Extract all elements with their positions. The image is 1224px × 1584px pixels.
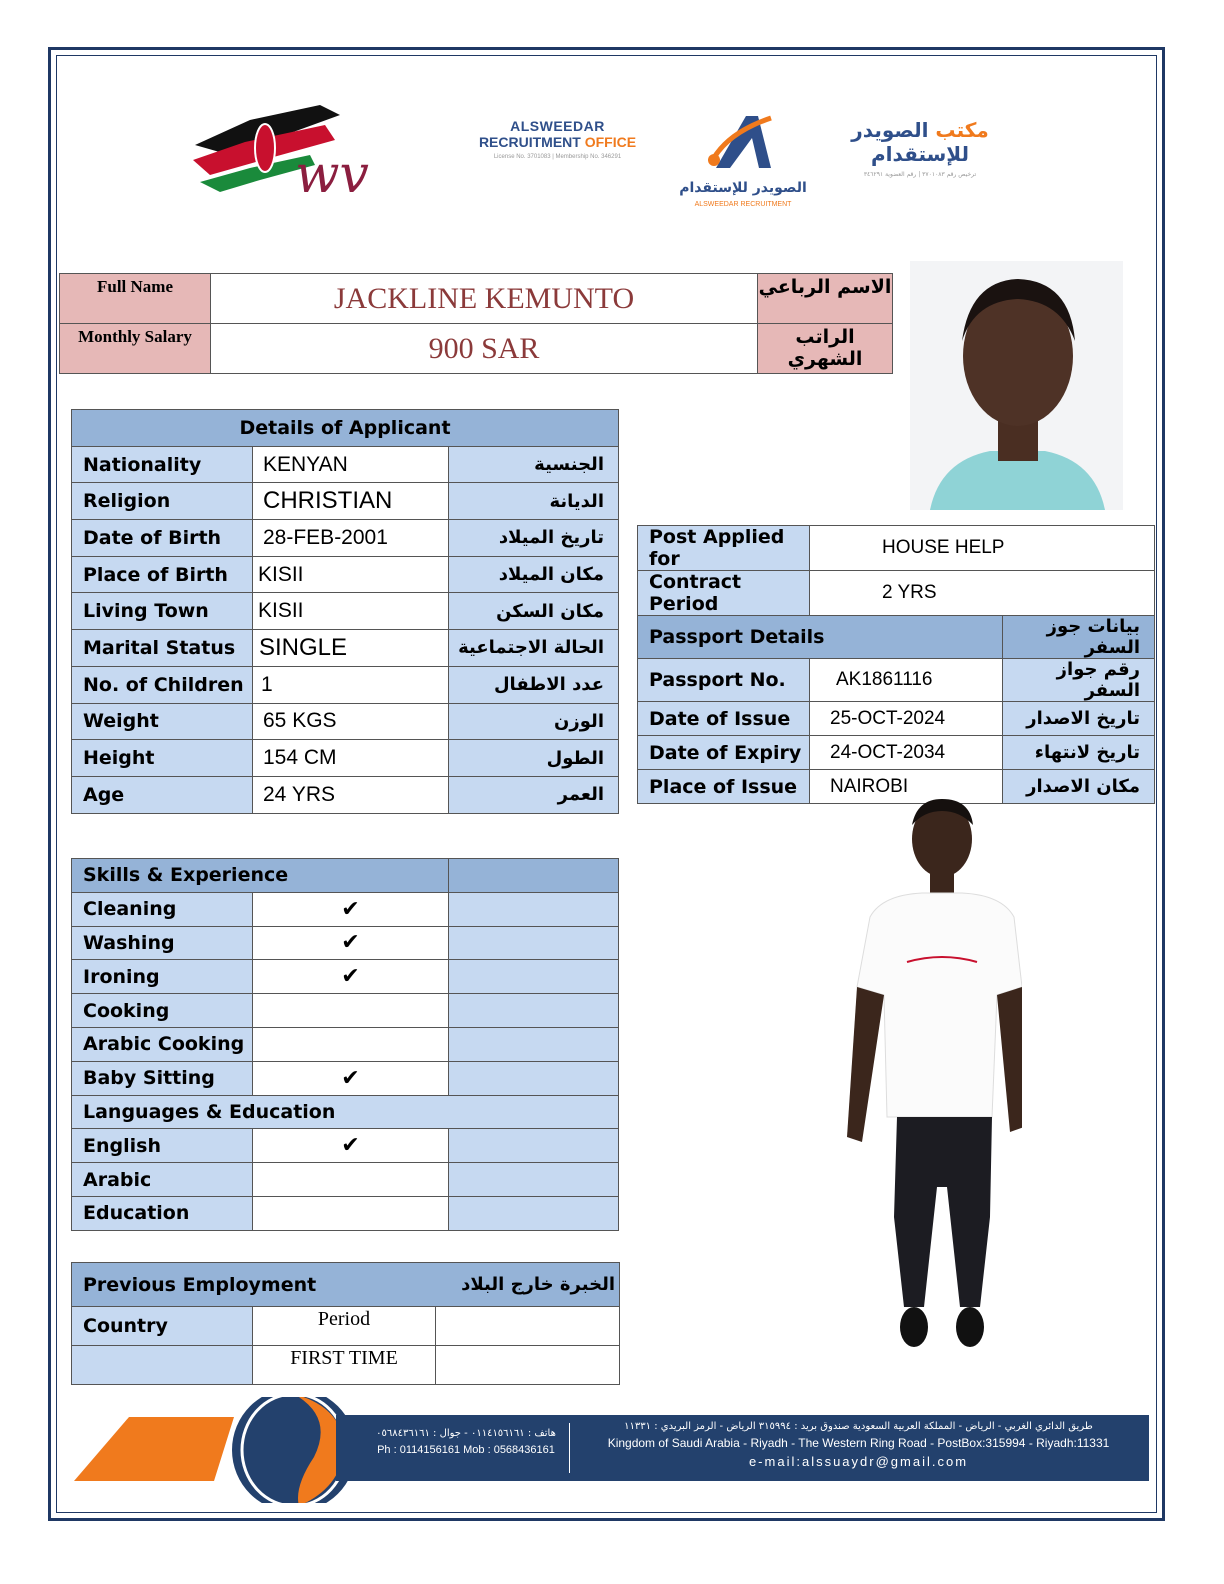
detail-label: Place of Birth [72, 556, 253, 593]
detail-value: KISII [253, 593, 449, 630]
footer-bar [336, 1415, 1149, 1481]
table-row [72, 666, 619, 703]
skill-blank-cell [449, 994, 619, 1028]
detail-arabic-label: الحالة الاجتماعية [449, 630, 619, 667]
previous-blank-cell [436, 1346, 620, 1385]
post-label: Post Applied for [638, 526, 810, 571]
footer-email[interactable]: e-mail:alssuaydr@gmail.com [748, 1454, 969, 1469]
table-row [72, 960, 619, 994]
period-value: FIRST TIME [253, 1346, 436, 1385]
table-row [72, 1061, 619, 1095]
salary-arabic-label: الراتب الشهري [758, 324, 893, 374]
full-name-value: JACKLINE KEMUNTO [211, 274, 758, 324]
check-icon: ✔ [253, 960, 449, 994]
table-row [72, 892, 619, 926]
footer-phone-block [376, 1428, 556, 1456]
passport-section-label: Passport Details [638, 616, 1003, 659]
check-icon: ✔ [253, 1061, 449, 1095]
skill-blank-cell [449, 960, 619, 994]
full-name-label: Full Name [60, 274, 211, 324]
alsweedar-a-logo [676, 108, 811, 213]
skill-label: Cleaning [72, 892, 253, 926]
office-license-text: License No. 3701083 | Membership No. 346291 [493, 154, 622, 160]
salary-value: 900 SAR [211, 324, 758, 374]
skills-title: Skills & Experience [72, 859, 449, 893]
detail-label: Marital Status [72, 630, 253, 667]
table-row [72, 740, 619, 777]
skill-blank-cell [449, 892, 619, 926]
office-license-arabic: ترخيص رقم ٣٧٠١٠٨٣ | رقم العضوية ٣٤٦٢٩١ [863, 171, 977, 178]
table-row [72, 1346, 620, 1385]
logo-wv-text: wv [295, 145, 369, 205]
detail-value: KISII [253, 556, 449, 593]
detail-arabic-label: عدد الاطفال [449, 666, 619, 703]
language-blank-cell [449, 1163, 619, 1197]
full-name-row [60, 274, 893, 324]
post-row [638, 526, 1155, 571]
check-icon: ✔ [253, 892, 449, 926]
previous-employment-table [71, 1262, 620, 1385]
passport-value: 24-OCT-2034 [810, 736, 1003, 770]
detail-arabic-label: الوزن [449, 703, 619, 740]
footer-address-arabic: طريق الدائري الغربي - الرياض - المملكة العربية السعودية صندوق بريد : ٣١٥٩٩٤ الرياض - الرمز البريدي : ١١٣٣١ [624, 1421, 1093, 1432]
table-row [72, 703, 619, 740]
check-icon: ✔ [253, 926, 449, 960]
detail-value: SINGLE [253, 630, 449, 667]
full-name-arabic-label: الاسم الرباعي [758, 274, 893, 324]
passport-arabic-label: تاريخ لانتهاء [1003, 736, 1155, 770]
passport-label: Place of Issue [638, 770, 810, 804]
office-logo-en [470, 118, 645, 160]
skill-blank-cell [449, 1027, 619, 1061]
kenya-flag-logo [190, 100, 405, 210]
skill-label: Washing [72, 926, 253, 960]
passport-label: Passport No. [638, 659, 810, 702]
portrait-photo [910, 261, 1123, 510]
passport-table [637, 525, 1155, 804]
footer-phone-arabic: هاتف : ٠١١٤١٥٦١٦١ - جوال : ٠٥٦٨٤٣٦١٦١ [376, 1428, 556, 1439]
passport-section-row [638, 616, 1155, 659]
detail-value: 24 YRS [253, 776, 449, 813]
detail-arabic-label: الديانة [449, 483, 619, 520]
detail-value: 1 [253, 666, 449, 703]
salary-label: Monthly Salary [60, 324, 211, 374]
passport-label: Date of Expiry [638, 736, 810, 770]
table-row [72, 593, 619, 630]
skills-header-blank [449, 859, 619, 893]
table-row [638, 702, 1155, 736]
skill-blank-cell [449, 926, 619, 960]
detail-value: 65 KGS [253, 703, 449, 740]
table-row [72, 630, 619, 667]
table-row [638, 736, 1155, 770]
passport-label: Date of Issue [638, 702, 810, 736]
detail-value: 28-FEB-2001 [253, 520, 449, 557]
period-label: Period [253, 1307, 436, 1346]
detail-value: KENYAN [253, 446, 449, 483]
table-row [72, 926, 619, 960]
detail-value: 154 CM [253, 740, 449, 777]
detail-arabic-label: مكان الميلاد [449, 556, 619, 593]
detail-label: Date of Birth [72, 520, 253, 557]
language-label: Education [72, 1196, 253, 1230]
country-value [72, 1346, 253, 1385]
language-label: Arabic [72, 1163, 253, 1197]
footer-divider [569, 1423, 570, 1473]
detail-arabic-label: تاريخ الميلاد [449, 520, 619, 557]
previous-employment-title [72, 1263, 620, 1307]
table-row [72, 1027, 619, 1061]
name-salary-table [59, 273, 893, 374]
post-value: HOUSE HELP [810, 526, 1155, 571]
detail-label: Weight [72, 703, 253, 740]
table-row [72, 520, 619, 557]
table-row [72, 483, 619, 520]
country-label: Country [72, 1307, 253, 1346]
contract-value: 2 YRS [810, 571, 1155, 616]
salary-row [60, 324, 893, 374]
passport-arabic-label: رقم جواز السفر [1003, 659, 1155, 702]
skill-label: Arabic Cooking [72, 1027, 253, 1061]
detail-label: Height [72, 740, 253, 777]
check-icon [253, 1196, 449, 1230]
previous-employment-label: Previous Employment [83, 1273, 317, 1296]
details-title: Details of Applicant [72, 410, 619, 447]
skill-blank-cell [449, 1061, 619, 1095]
skill-label: Ironing [72, 960, 253, 994]
check-icon: ✔ [253, 1129, 449, 1163]
passport-value: NAIROBI [810, 770, 1003, 804]
footer-address-block [581, 1421, 1136, 1469]
skill-label: Cooking [72, 994, 253, 1028]
logo-a-arabic: الصويدر للإستقدام [679, 180, 807, 196]
language-label: English [72, 1129, 253, 1163]
table-row [72, 446, 619, 483]
contract-label: Contract Period [638, 571, 810, 616]
language-blank-cell [449, 1196, 619, 1230]
table-row [72, 994, 619, 1028]
detail-label: Age [72, 776, 253, 813]
language-blank-cell [449, 1129, 619, 1163]
skill-label: Baby Sitting [72, 1061, 253, 1095]
footer-phone-english: Ph : 0114156161 Mob : 0568436161 [377, 1444, 555, 1456]
passport-arabic-label: مكان الاصدار [1003, 770, 1155, 804]
passport-value: AK1861116 [810, 659, 1003, 702]
previous-employment-arabic: الخبرة خارج البلاد [461, 1273, 615, 1295]
office-name-line1: ALSWEEDAR [510, 118, 605, 134]
full-body-photo [842, 797, 1022, 1357]
skills-table [71, 858, 619, 1231]
table-row [72, 776, 619, 813]
logo-a-english: ALSWEEDAR RECRUITMENT [694, 201, 792, 208]
office-name-arabic: مكتب الصويدر للإستقدام [851, 118, 989, 166]
languages-title: Languages & Education [72, 1095, 619, 1129]
contract-row [638, 571, 1155, 616]
table-row [638, 659, 1155, 702]
footer-address-english: Kingdom of Saudi Arabia - Riyadh - The Western Ring Road - PostBox:315994 - Riyadh:11331 [607, 1436, 1110, 1450]
office-logo-ar [825, 118, 1015, 178]
table-row [72, 556, 619, 593]
detail-arabic-label: مكان السكن [449, 593, 619, 630]
table-row [72, 1307, 620, 1346]
table-row [72, 1196, 619, 1230]
detail-label: No. of Children [72, 666, 253, 703]
office-name-line2: RECRUITMENT OFFICE [478, 134, 637, 150]
table-row [72, 1129, 619, 1163]
passport-value: 25-OCT-2024 [810, 702, 1003, 736]
table-row [72, 1163, 619, 1197]
detail-value: CHRISTIAN [253, 483, 449, 520]
detail-label: Living Town [72, 593, 253, 630]
detail-arabic-label: الطول [449, 740, 619, 777]
check-icon [253, 1027, 449, 1061]
applicant-details-table [71, 409, 619, 814]
detail-label: Religion [72, 483, 253, 520]
check-icon [253, 1163, 449, 1197]
detail-arabic-label: العمر [449, 776, 619, 813]
detail-label: Nationality [72, 446, 253, 483]
footer-logo-shape [74, 1397, 354, 1503]
previous-blank-cell [436, 1307, 620, 1346]
detail-arabic-label: الجنسية [449, 446, 619, 483]
passport-section-arabic: بيانات جوز السفر [1003, 616, 1155, 659]
check-icon [253, 994, 449, 1028]
passport-arabic-label: تاريخ الاصدار [1003, 702, 1155, 736]
